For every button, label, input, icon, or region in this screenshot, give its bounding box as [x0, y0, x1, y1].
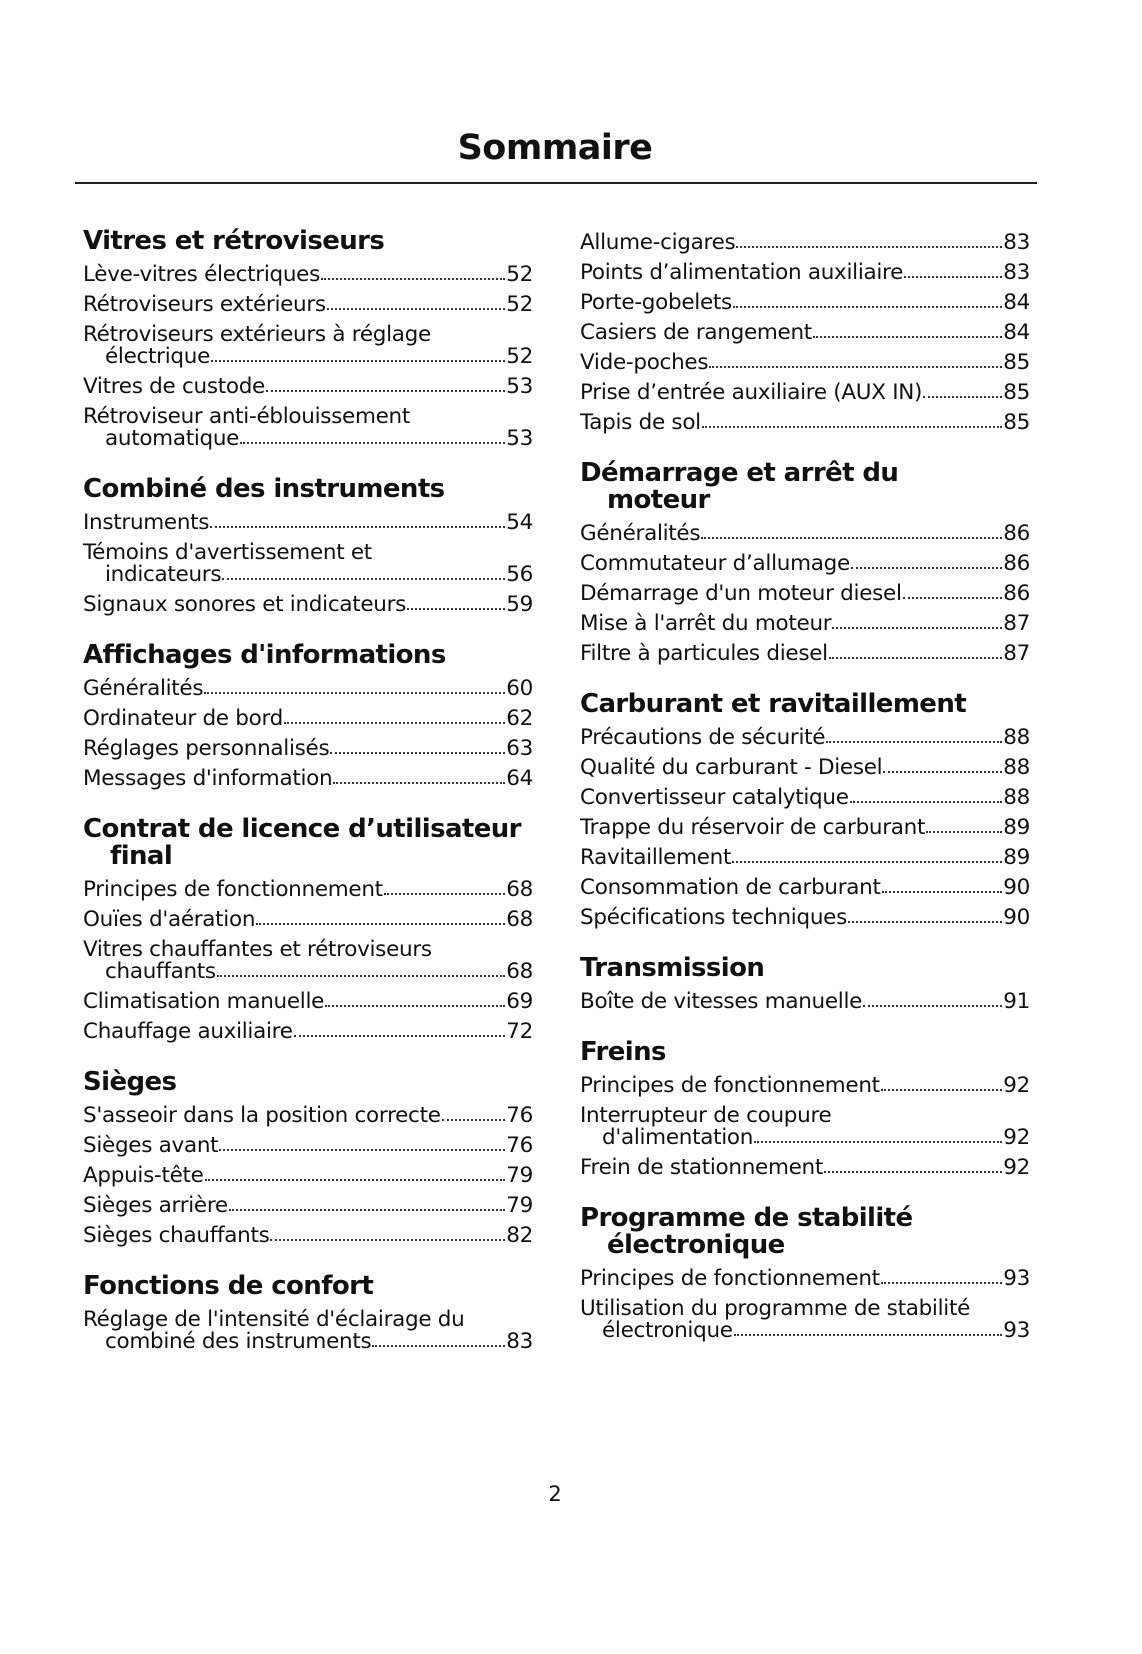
entry-label: Lève-vitres électriques [83, 262, 321, 287]
entry-label: Rétroviseurs extérieurs [83, 292, 326, 317]
toc-entry[interactable] [83, 1101, 533, 1131]
toc-entry[interactable] [83, 1017, 533, 1047]
entry-page: 76 [506, 1133, 533, 1158]
entry-label: Précautions de sécurité [580, 725, 826, 750]
toc-section-vitres [83, 228, 533, 454]
toc-entry[interactable] [83, 260, 533, 290]
heading-line1: Programme de stabilité [580, 1203, 913, 1233]
entry-label: Boîte de vitesses manuelle [580, 989, 863, 1014]
entry-page: 82 [506, 1223, 533, 1248]
heading-line2: moteur [607, 485, 710, 515]
entry-label: Principes de fonctionnement [580, 1073, 880, 1098]
entry-label: Ravitaillement [580, 845, 732, 870]
toc-entry[interactable] [580, 228, 1030, 258]
toc-section-sieges [83, 1069, 533, 1251]
entry-label: Appuis-tête [83, 1163, 204, 1188]
entry-page: 86 [1003, 581, 1030, 606]
toc-entry[interactable] [580, 408, 1030, 438]
toc-entry[interactable] [83, 1191, 533, 1221]
toc-entry[interactable] [580, 783, 1030, 813]
entry-label: Vide-poches [580, 350, 709, 375]
entry-label: Vitres de custode [83, 374, 265, 399]
dot-leader [732, 861, 1002, 863]
dot-leader [284, 722, 505, 724]
dot-leader [733, 306, 1002, 308]
dot-leader [211, 360, 505, 362]
dot-leader [701, 537, 1002, 539]
toc-entry[interactable] [83, 764, 533, 794]
entry-label: indicateurs [105, 562, 222, 587]
toc-entry[interactable] [580, 378, 1030, 408]
dot-leader [882, 891, 1003, 893]
dot-leader [266, 390, 505, 392]
entry-label: Consommation de carburant [580, 875, 881, 900]
entry-page: 60 [506, 676, 533, 701]
entry-page: 83 [506, 1329, 533, 1354]
dot-leader [926, 831, 1002, 833]
toc-entry[interactable] [580, 1294, 1030, 1346]
dot-leader [813, 336, 1002, 338]
dot-leader [219, 1149, 505, 1151]
toc-column-left [83, 228, 533, 1379]
dot-leader [240, 442, 505, 444]
toc-entry[interactable] [83, 734, 533, 764]
toc-entry[interactable] [83, 1131, 533, 1161]
entry-label: Chauffage auxiliaire [83, 1019, 293, 1044]
section-heading [83, 816, 533, 870]
toc-entry[interactable] [580, 753, 1030, 783]
heading-line2: final [110, 841, 173, 871]
entry-label: Ouïes d'aération [83, 907, 256, 932]
dot-leader [702, 426, 1002, 428]
section-heading: Carburant et ravitaillement [580, 689, 967, 719]
section-heading: Affichages d'informations [83, 640, 446, 670]
entry-page: 90 [1003, 905, 1030, 930]
entry-page: 53 [506, 426, 533, 451]
entry-label: Filtre à particules diesel [580, 641, 828, 666]
toc-entry[interactable] [580, 723, 1030, 753]
toc-entry[interactable] [580, 348, 1030, 378]
toc-entry[interactable] [83, 402, 533, 454]
toc-entry[interactable] [83, 320, 533, 372]
toc-entry[interactable] [580, 609, 1030, 639]
toc-entry[interactable] [580, 519, 1030, 549]
entry-page: 87 [1003, 611, 1030, 636]
toc-entry[interactable] [580, 639, 1030, 669]
entry-label: Réglages personnalisés [83, 736, 330, 761]
toc-section-contrat [83, 816, 533, 1047]
toc-entry[interactable] [83, 538, 533, 590]
dot-leader [881, 1089, 1002, 1091]
dot-leader [407, 608, 505, 610]
dot-leader [327, 308, 505, 310]
toc-entry[interactable] [580, 1071, 1030, 1101]
dot-leader [736, 246, 1002, 248]
toc-entry[interactable] [83, 987, 533, 1017]
entry-page: 88 [1003, 785, 1030, 810]
entry-label: Généralités [83, 676, 204, 701]
toc-entry[interactable] [83, 290, 533, 320]
toc-column-right [580, 228, 1030, 1368]
entry-label-line1: Interrupteur de coupure [580, 1103, 832, 1128]
entry-label: Qualité du carburant - Diesel [580, 755, 883, 780]
entry-label: Casiers de rangement [580, 320, 812, 345]
entry-label: Allume-cigares [580, 230, 736, 255]
dot-leader [754, 1141, 1002, 1143]
title-divider [75, 182, 1037, 184]
dot-leader [881, 1282, 1002, 1284]
toc-entry[interactable] [580, 1153, 1030, 1183]
section-heading: Vitres et rétroviseurs [83, 226, 385, 256]
section-heading [580, 460, 1030, 514]
entry-label: Instruments [83, 510, 210, 535]
entry-label-line1: Rétroviseurs extérieurs à réglage [83, 322, 431, 347]
entry-page: 91 [1003, 989, 1030, 1014]
dot-leader [330, 752, 505, 754]
toc-section-confort [83, 1273, 533, 1357]
toc-entry[interactable] [580, 1264, 1030, 1294]
section-heading: Freins [580, 1037, 666, 1067]
entry-label: Sièges arrière [83, 1193, 228, 1218]
dot-leader [210, 526, 505, 528]
toc-section-demarrage [580, 460, 1030, 669]
dot-leader [217, 975, 505, 977]
dot-leader [325, 1005, 505, 1007]
dot-leader [863, 1005, 1002, 1007]
entry-label: Trappe du réservoir de carburant [580, 815, 926, 840]
entry-label: Porte-gobelets [580, 290, 732, 315]
entry-label: Prise d’entrée auxiliaire (AUX IN) [580, 380, 923, 405]
entry-page: 90 [1003, 875, 1030, 900]
section-heading: Combiné des instruments [83, 474, 445, 504]
toc-entry[interactable] [83, 590, 533, 620]
toc-entry[interactable] [83, 674, 533, 704]
entry-page: 62 [506, 706, 533, 731]
dot-leader [372, 1345, 505, 1347]
entry-label-line1: Utilisation du programme de stabilité [580, 1296, 971, 1321]
entry-label: Convertisseur catalytique [580, 785, 849, 810]
entry-label-line1: Vitres chauffantes et rétroviseurs [83, 937, 432, 962]
toc-section-confort-continued [580, 228, 1030, 438]
entry-page: 76 [506, 1103, 533, 1128]
entry-page: 89 [1003, 815, 1030, 840]
toc-entry[interactable] [580, 813, 1030, 843]
entry-page: 83 [1003, 230, 1030, 255]
dot-leader [850, 801, 1003, 803]
entry-page: 93 [1003, 1266, 1030, 1291]
dot-leader [229, 1209, 505, 1211]
toc-entry[interactable] [83, 508, 533, 538]
entry-label: Ordinateur de bord [83, 706, 283, 731]
dot-leader [832, 627, 1002, 629]
toc-entry[interactable] [83, 1221, 533, 1251]
entry-label: Climatisation manuelle [83, 989, 325, 1014]
dot-leader [851, 567, 1002, 569]
entry-label: Généralités [580, 521, 701, 546]
entry-page: 53 [506, 374, 533, 399]
dot-leader [709, 366, 1002, 368]
toc-section-transmission [580, 955, 1030, 1017]
dot-leader [270, 1239, 505, 1241]
dot-leader [294, 1035, 506, 1037]
entry-label: combiné des instruments [105, 1329, 372, 1354]
entry-label-line1: Rétroviseur anti-éblouissement [83, 404, 411, 429]
entry-label: Points d’alimentation auxiliaire [580, 260, 904, 285]
dot-leader [256, 923, 505, 925]
dot-leader [883, 771, 1002, 773]
entry-label: Frein de stationnement [580, 1155, 824, 1180]
entry-label: automatique [105, 426, 240, 451]
entry-page: 79 [506, 1193, 533, 1218]
entry-label: Tapis de sol [580, 410, 701, 435]
entry-label: Principes de fonctionnement [83, 877, 383, 902]
toc-entry[interactable] [83, 372, 533, 402]
entry-page: 89 [1003, 845, 1030, 870]
toc-section-carburant [580, 691, 1030, 933]
entry-label: Démarrage d'un moteur diesel [580, 581, 902, 606]
entry-page: 85 [1003, 350, 1030, 375]
toc-section-affichages [83, 642, 533, 794]
entry-page: 92 [1003, 1073, 1030, 1098]
entry-label: S'asseoir dans la position correcte [83, 1103, 441, 1128]
toc-entry[interactable] [83, 875, 533, 905]
entry-page: 63 [506, 736, 533, 761]
page-title: Sommaire [457, 128, 653, 168]
toc-entry[interactable] [580, 549, 1030, 579]
dot-leader [442, 1119, 506, 1121]
entry-page: 86 [1003, 521, 1030, 546]
entry-label: électrique [105, 344, 210, 369]
entry-label: Signaux sonores et indicateurs [83, 592, 407, 617]
heading-line2: électronique [607, 1230, 785, 1260]
dot-leader [204, 692, 505, 694]
entry-page: 92 [1003, 1125, 1030, 1150]
toc-section-freins [580, 1039, 1030, 1183]
entry-page: 85 [1003, 380, 1030, 405]
entry-label: Sièges avant [83, 1133, 219, 1158]
dot-leader [848, 921, 1002, 923]
entry-page: 69 [506, 989, 533, 1014]
entry-label: Commutateur d’allumage [580, 551, 850, 576]
entry-page: 87 [1003, 641, 1030, 666]
toc-entry[interactable] [580, 258, 1030, 288]
entry-page: 85 [1003, 410, 1030, 435]
entry-page: 79 [506, 1163, 533, 1188]
toc-entry[interactable] [580, 288, 1030, 318]
entry-page: 92 [1003, 1155, 1030, 1180]
toc-entry[interactable] [580, 843, 1030, 873]
toc-entry[interactable] [580, 987, 1030, 1017]
entry-page: 68 [506, 959, 533, 984]
toc-entry[interactable] [580, 1101, 1030, 1153]
section-heading: Sièges [83, 1067, 177, 1097]
toc-entry[interactable] [580, 873, 1030, 903]
toc-entry[interactable] [83, 905, 533, 935]
section-heading: Fonctions de confort [83, 1271, 374, 1301]
toc-section-esp [580, 1205, 1030, 1346]
heading-line1: Contrat de licence d’utilisateur [83, 814, 521, 844]
dot-leader [384, 893, 505, 895]
entry-page: 84 [1003, 320, 1030, 345]
entry-label: Mise à l'arrêt du moteur [580, 611, 832, 636]
entry-page: 64 [506, 766, 533, 791]
dot-leader [734, 1334, 1003, 1336]
entry-page: 56 [506, 562, 533, 587]
entry-page: 72 [506, 1019, 533, 1044]
entry-page: 52 [506, 262, 533, 287]
entry-page: 52 [506, 344, 533, 369]
entry-page: 54 [506, 510, 533, 535]
entry-page: 84 [1003, 290, 1030, 315]
entry-label: Principes de fonctionnement [580, 1266, 880, 1291]
dot-leader [824, 1171, 1002, 1173]
entry-label: électronique [602, 1318, 733, 1343]
toc-entry[interactable] [83, 1305, 533, 1357]
toc-entry[interactable] [580, 579, 1030, 609]
entry-label-line1: Réglage de l'intensité d'éclairage du [83, 1307, 465, 1332]
dot-leader [205, 1179, 506, 1181]
entry-label: Messages d'information [83, 766, 333, 791]
toc-entry[interactable] [83, 935, 533, 987]
entry-label: Sièges chauffants [83, 1223, 270, 1248]
section-heading [580, 1205, 1030, 1259]
toc-entry[interactable] [83, 1161, 533, 1191]
dot-leader [829, 657, 1002, 659]
entry-label: chauffants [105, 959, 216, 984]
toc-entry[interactable] [580, 318, 1030, 348]
entry-page: 68 [506, 877, 533, 902]
page-number: 2 [548, 1482, 562, 1506]
entry-page: 52 [506, 292, 533, 317]
dot-leader [903, 597, 1003, 599]
dot-leader [904, 276, 1002, 278]
toc-section-combine [83, 476, 533, 620]
entry-page: 86 [1003, 551, 1030, 576]
entry-page: 88 [1003, 755, 1030, 780]
section-heading: Transmission [580, 953, 765, 983]
entry-label-line1: Témoins d'avertissement et [83, 540, 372, 565]
toc-entry[interactable] [580, 903, 1030, 933]
entry-page: 83 [1003, 260, 1030, 285]
entry-page: 68 [506, 907, 533, 932]
entry-label: Spécifications techniques [580, 905, 847, 930]
heading-line1: Démarrage et arrêt du [580, 458, 899, 488]
dot-leader [923, 396, 1002, 398]
entry-label: d'alimentation [602, 1125, 754, 1150]
dot-leader [222, 578, 505, 580]
entry-page: 59 [506, 592, 533, 617]
dot-leader [333, 782, 505, 784]
dot-leader [826, 741, 1002, 743]
entry-page: 93 [1003, 1318, 1030, 1343]
entry-page: 88 [1003, 725, 1030, 750]
dot-leader [321, 278, 505, 280]
toc-entry[interactable] [83, 704, 533, 734]
